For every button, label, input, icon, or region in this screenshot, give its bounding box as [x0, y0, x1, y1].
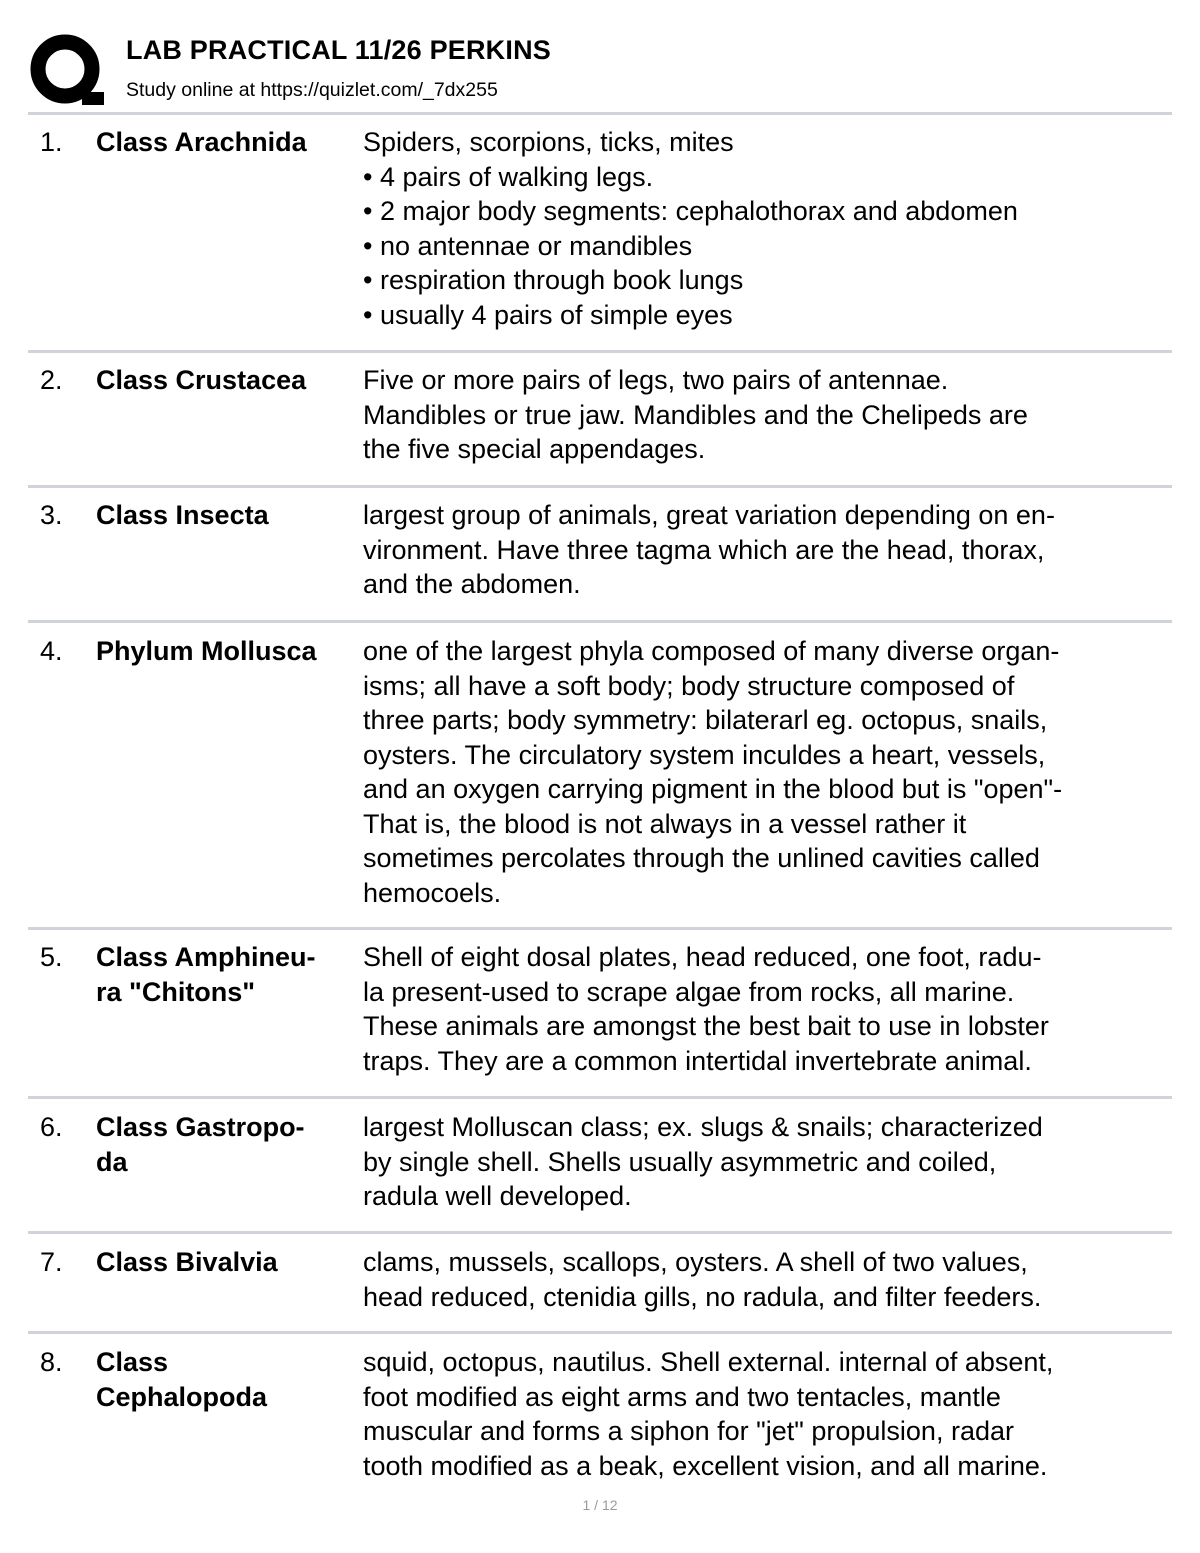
- definition-line: one of the largest phyla composed of many diverse organ-: [363, 636, 1060, 666]
- definition-line: radula well developed.: [363, 1181, 632, 1211]
- item-number: 4.: [40, 636, 63, 666]
- definition-line: by single shell. Shells usually asymmetric and coiled,: [363, 1146, 997, 1177]
- term-line: Phylum Mollusca: [96, 636, 317, 666]
- item-term: [96, 363, 358, 398]
- item-definition: [363, 940, 1163, 1078]
- term-line: Class Arachnida: [96, 127, 307, 157]
- item-term: [96, 1245, 358, 1280]
- item-number: 6.: [40, 1112, 63, 1142]
- definition-line: and an oxygen carrying pigment in the blood but is "open"-: [363, 774, 1063, 804]
- definition-line: hemocoels.: [363, 877, 502, 908]
- definition-line: largest group of animals, great variation depending on en-: [363, 500, 1055, 530]
- definition-line: • respiration through book lungs: [363, 265, 744, 295]
- term-line: da: [96, 1146, 128, 1177]
- item-number: 5.: [40, 942, 63, 972]
- item-definition: [363, 498, 1163, 602]
- divider: [28, 620, 1172, 623]
- definition-line: largest Molluscan class; ex. slugs & snails; characterized: [363, 1112, 1043, 1142]
- term-line: Class Amphineu-: [96, 942, 316, 972]
- definition-line: tooth modified as a beak, excellent vision, and all marine.: [363, 1450, 1048, 1481]
- divider: [28, 1096, 1172, 1099]
- definition-line: Shell of eight dosal plates, head reduced, one foot, radu-: [363, 942, 1042, 972]
- divider: [28, 927, 1172, 930]
- item-definition: [363, 1245, 1163, 1314]
- divider: [28, 485, 1172, 488]
- definition-line: Five or more pairs of legs, two pairs of antennae.: [363, 365, 949, 395]
- term-line: Class Crustacea: [96, 365, 307, 395]
- term-line: Class: [96, 1347, 169, 1377]
- definition-line: head reduced, ctenidia gills, no radula, and filter feeders.: [363, 1281, 1042, 1312]
- divider: [28, 1231, 1172, 1234]
- definition-line: These animals are amongst the best bait to use in lobster: [363, 1011, 1049, 1041]
- definition-line: • 2 major body segments: cephalothorax and abdomen: [363, 196, 1018, 226]
- item-term: [96, 634, 358, 669]
- item-number: 7.: [40, 1247, 63, 1277]
- term-line: ra "Chitons": [96, 976, 256, 1007]
- definition-line: the five special appendages.: [363, 434, 706, 464]
- definition-line: foot modified as eight arms and two tentacles, mantle: [363, 1381, 1001, 1412]
- item-definition: [363, 125, 1163, 332]
- divider: [28, 350, 1172, 353]
- definition-line: clams, mussels, scallops, oysters. A shell of two values,: [363, 1247, 1028, 1277]
- divider: [28, 1331, 1172, 1334]
- page-number: 1 / 12: [582, 1497, 618, 1513]
- definition-line: Spiders, scorpions, ticks, mites: [363, 127, 734, 157]
- item-term: [96, 1110, 358, 1179]
- term-line: Class Insecta: [96, 500, 269, 530]
- definition-line: squid, octopus, nautilus. Shell external. internal of absent,: [363, 1347, 1054, 1377]
- term-line: Cephalopoda: [96, 1381, 268, 1412]
- definition-line: sometimes percolates through the unlined cavities called: [363, 843, 1040, 873]
- item-term: [96, 125, 358, 160]
- definition-line: vironment. Have three tagma which are the head, thorax,: [363, 534, 1045, 565]
- definition-line: muscular and forms a siphon for "jet" propulsion, radar: [363, 1416, 1014, 1446]
- divider: [28, 112, 1172, 115]
- item-definition: [363, 634, 1163, 910]
- item-definition: [363, 1345, 1163, 1483]
- definition-line: Mandibles or true jaw. Mandibles and the Chelipeds are: [363, 399, 1028, 430]
- item-definition: [363, 363, 1163, 467]
- item-term: [96, 1345, 358, 1414]
- definition-line: oysters. The circulatory system inculdes a heart, vessels,: [363, 739, 1046, 770]
- study-online-link[interactable]: Study online at https://quizlet.com/_7dx255: [126, 79, 498, 101]
- definition-line: • no antennae or mandibles: [363, 230, 693, 261]
- quizlet-logo-icon: [28, 32, 106, 108]
- definition-line: la present-used to scrape algae from rocks, all marine.: [363, 976, 1015, 1007]
- definition-line: isms; all have a soft body; body structure composed of: [363, 670, 1015, 701]
- definition-line: traps. They are a common intertidal invertebrate animal.: [363, 1045, 1032, 1076]
- item-definition: [363, 1110, 1163, 1214]
- page-title: LAB PRACTICAL 11/26 PERKINS: [126, 35, 551, 65]
- item-term: [96, 498, 358, 533]
- term-line: Class Bivalvia: [96, 1247, 278, 1277]
- definition-line: • usually 4 pairs of simple eyes: [363, 299, 733, 330]
- term-line: Class Gastropo-: [96, 1112, 305, 1142]
- definition-line: • 4 pairs of walking legs.: [363, 161, 654, 192]
- item-term: [96, 940, 358, 1009]
- definition-line: and the abdomen.: [363, 569, 581, 599]
- definition-line: three parts; body symmetry: bilaterarl eg. octopus, snails,: [363, 705, 1048, 735]
- item-number: 3.: [40, 500, 63, 530]
- item-number: 1.: [40, 127, 63, 157]
- item-number: 2.: [40, 365, 63, 395]
- item-number: 8.: [40, 1347, 63, 1377]
- definition-line: That is, the blood is not always in a vessel rather it: [363, 808, 967, 839]
